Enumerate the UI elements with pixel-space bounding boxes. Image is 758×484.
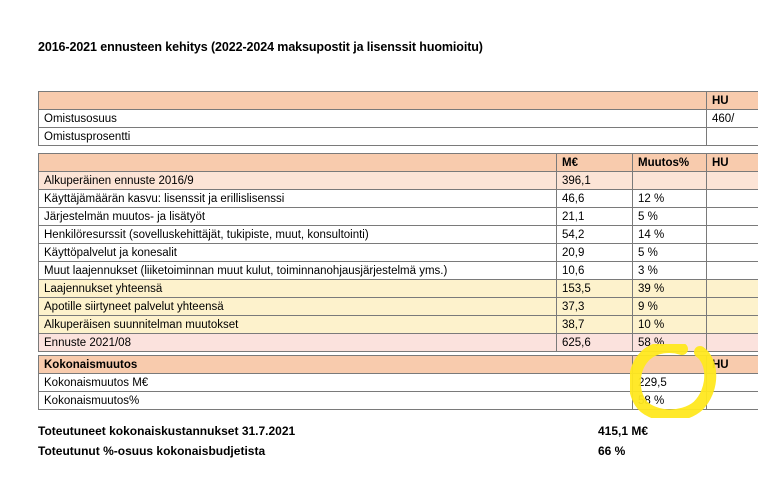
- footer-label-1: Toteutunut %-osuus kokonaisbudjetista: [38, 444, 266, 458]
- forecast-meur-5: 10,6: [557, 262, 633, 280]
- forecast-label-3: Henkilöresurssit (sovelluskehittäjät, tukipiste, muut, konsultointi): [39, 226, 557, 244]
- total-header-value: [633, 356, 707, 374]
- ownership-table: [38, 91, 758, 146]
- total-label-0: Kokonaismuutos M€: [39, 374, 633, 392]
- table-row: [39, 110, 758, 128]
- total-label-1: Kokonaismuutos%: [39, 392, 633, 410]
- table-row: [39, 92, 758, 110]
- ownership-hu-1: [707, 128, 758, 146]
- forecast-hu-3: [707, 226, 758, 244]
- forecast-change-9: 58 %: [633, 334, 707, 352]
- forecast-label-9: Ennuste 2021/08: [39, 334, 557, 352]
- table-row: [39, 172, 758, 190]
- forecast-change-1: 12 %: [633, 190, 707, 208]
- forecast-hu-4: [707, 244, 758, 262]
- table-row: [39, 392, 758, 410]
- forecast-hu-8: [707, 316, 758, 334]
- forecast-hu-6: [707, 280, 758, 298]
- total-hu-0: [707, 374, 758, 392]
- forecast-label-6: Laajennukset yhteensä: [39, 280, 557, 298]
- forecast-header-change-pct: Muutos%: [633, 154, 707, 172]
- forecast-label-5: Muut laajennukset (liiketoiminnan muut kulut, toiminnanohjausjärjestelmä yms.): [39, 262, 557, 280]
- forecast-label-0: Alkuperäinen ennuste 2016/9: [39, 172, 557, 190]
- table-row: [39, 262, 758, 280]
- ownership-label-1: Omistusprosentti: [39, 128, 707, 146]
- footer-value-0: 415,1 M€: [598, 424, 649, 438]
- total-value-1: 58 %: [633, 392, 707, 410]
- forecast-change-6: 39 %: [633, 280, 707, 298]
- table-row: [39, 316, 758, 334]
- total-header-hu: HU: [707, 356, 758, 374]
- ownership-hu-0: 460/: [707, 110, 758, 128]
- forecast-hu-1: [707, 190, 758, 208]
- forecast-header-hu: HU: [707, 154, 758, 172]
- table-row: [39, 244, 758, 262]
- table-row: [39, 226, 758, 244]
- footer-label-0: Toteutuneet kokonaiskustannukset 31.7.2021: [38, 424, 296, 438]
- total-hu-1: [707, 392, 758, 410]
- forecast-meur-9: 625,6: [557, 334, 633, 352]
- forecast-meur-1: 46,6: [557, 190, 633, 208]
- forecast-meur-7: 37,3: [557, 298, 633, 316]
- forecast-hu-9: [707, 334, 758, 352]
- forecast-change-0: [633, 172, 707, 190]
- footer-value-1: 66 %: [598, 444, 626, 458]
- table-header-row: [39, 356, 758, 374]
- forecast-header-meur: M€: [557, 154, 633, 172]
- forecast-hu-7: [707, 298, 758, 316]
- table-row: [39, 208, 758, 226]
- table-row: [39, 374, 758, 392]
- forecast-change-4: 5 %: [633, 244, 707, 262]
- forecast-label-8: Alkuperäisen suunnitelman muutokset: [39, 316, 557, 334]
- total-header-label: Kokonaismuutos: [39, 356, 633, 374]
- footer-summary: [38, 424, 738, 464]
- footer-row: [38, 424, 738, 444]
- forecast-change-5: 3 %: [633, 262, 707, 280]
- table-row: [39, 280, 758, 298]
- page-title: 2016-2021 ennusteen kehitys (2022-2024 maksupostit ja lisenssit huomioitu): [38, 40, 483, 54]
- forecast-hu-0: [707, 172, 758, 190]
- forecast-hu-2: [707, 208, 758, 226]
- table-header-row: [39, 154, 758, 172]
- table-row: [39, 334, 758, 352]
- forecast-hu-5: [707, 262, 758, 280]
- forecast-label-1: Käyttäjämäärän kasvu: lisenssit ja erillislisenssi: [39, 190, 557, 208]
- footer-row: [38, 444, 738, 464]
- table-row: [39, 128, 758, 146]
- forecast-change-3: 14 %: [633, 226, 707, 244]
- forecast-change-8: 10 %: [633, 316, 707, 334]
- forecast-meur-4: 20,9: [557, 244, 633, 262]
- forecast-label-2: Järjestelmän muutos- ja lisätyöt: [39, 208, 557, 226]
- forecast-meur-3: 54,2: [557, 226, 633, 244]
- forecast-meur-0: 396,1: [557, 172, 633, 190]
- forecast-label-4: Käyttöpalvelut ja konesalit: [39, 244, 557, 262]
- ownership-header-hu: HU: [707, 92, 758, 110]
- total-change-table: [38, 355, 758, 410]
- forecast-change-2: 5 %: [633, 208, 707, 226]
- table-row: [39, 190, 758, 208]
- forecast-header-blank: [39, 154, 557, 172]
- forecast-label-7: Apotille siirtyneet palvelut yhteensä: [39, 298, 557, 316]
- ownership-label-0: Omistusosuus: [39, 110, 707, 128]
- ownership-header-blank: [39, 92, 707, 110]
- table-row: [39, 298, 758, 316]
- forecast-meur-6: 153,5: [557, 280, 633, 298]
- forecast-table: [38, 153, 758, 352]
- forecast-change-7: 9 %: [633, 298, 707, 316]
- forecast-meur-8: 38,7: [557, 316, 633, 334]
- forecast-meur-2: 21,1: [557, 208, 633, 226]
- total-value-0: 229,5: [633, 374, 707, 392]
